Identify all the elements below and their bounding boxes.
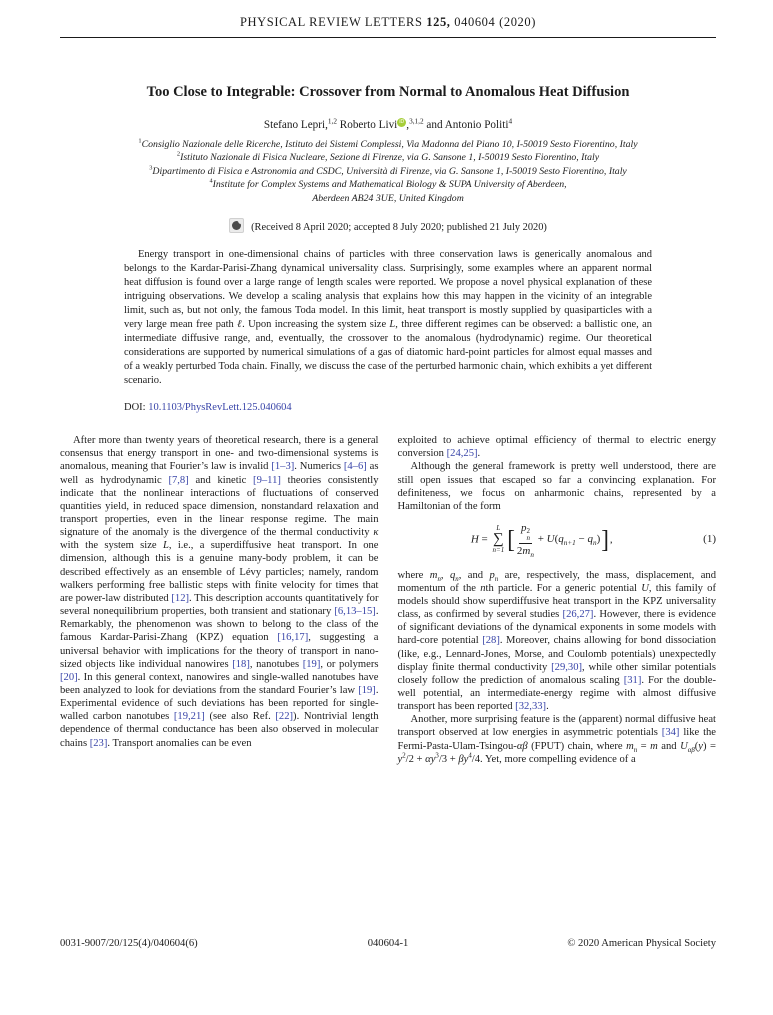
text-segment: m <box>522 544 531 557</box>
text-segment: , or polymers <box>320 658 379 670</box>
text-segment: Aberdeen AB24 3UE, United Kingdom <box>312 192 464 204</box>
text-segment: 3 <box>435 752 439 760</box>
received-line <box>60 218 716 233</box>
text-segment: L <box>162 540 169 552</box>
journal-volume: 125, <box>426 15 451 29</box>
text-segment: . However, there is evidence of significant deviations of the dynamical exponents in some models with hard-core potential <box>397 609 716 647</box>
citation-link[interactable]: [26,27] <box>562 609 594 621</box>
citation-link[interactable]: [31] <box>623 674 642 686</box>
text-segment: ) <box>596 533 601 546</box>
text-segment: . Transport anomalies can be even <box>107 737 252 749</box>
text-segment: 3 <box>149 164 153 172</box>
citation-link[interactable]: [20] <box>60 671 78 683</box>
text-segment: Stefano Lepri, <box>263 119 328 131</box>
text-segment: 2 <box>402 752 406 760</box>
text-segment: , this family of models should show superdiffusive heat transport in the KPZ universality class, as confirmed by several studies <box>397 582 716 621</box>
affiliation-4-line2 <box>60 192 716 205</box>
equation-1-body <box>398 522 687 558</box>
text-segment: like the Fermi-Pasta-Ulam-Tsingou- <box>397 727 717 752</box>
text-segment: . For the double-well potential, an intermediate-energy regime with almost diffusive transport has been reported <box>397 674 716 713</box>
citation-link[interactable]: [29,30] <box>551 661 583 673</box>
text-segment: ℓ <box>237 319 243 331</box>
text-segment: 2 <box>176 151 181 159</box>
left-column <box>60 434 379 766</box>
text-segment: q <box>449 569 456 581</box>
citation-link[interactable]: [1–3] <box>271 461 295 473</box>
summation-symbol: L ∑ n=1 <box>492 524 505 555</box>
text-segment: with the system size <box>60 540 163 552</box>
article-number: 040604 (2020) <box>454 15 537 29</box>
text-segment: . Moreover, chains allowing for bond dissociation (like, e.g., Lennard-Jones, Morse, and Coulomb potentials) unexpectedly display finite thermal conductivity <box>397 635 716 673</box>
text-segment: where <box>397 569 430 581</box>
text-segment: U <box>641 582 649 594</box>
fraction-numerator: p 2 n <box>520 521 530 542</box>
doi-link[interactable]: 10.1103/PhysRevLett.125.040604 <box>148 402 292 414</box>
text-segment: Energy transport in one-dimensional chains of particles with three conservation laws is generically anomalous and belongs to the Kardar-Parisi-Zhang dynamical universality class. Surprisingly, some examples where an apparent normal heat diffusion is found over a large range of length scales were reported. We propose a novel physical explanation of these intriguing observations. We develop a scaling analysis that explains how this may happen in the vicinity of an integrable limit, such as, but not only, the famous Toda model. In this limit, heat transport is mostly supplied by quasiparticles with a very large mean free path <box>124 249 652 331</box>
text-segment: (see also Ref. <box>204 711 276 723</box>
text-segment: U <box>680 740 688 752</box>
citation-link[interactable]: [22] <box>275 711 294 723</box>
text-segment: After more than twenty years of theoretical research, there is a general consensus that energy transport in one- and two-dimensional systems is anomalous, meaning that Fourier’s law is invalid <box>60 435 379 473</box>
paragraph <box>398 713 717 766</box>
citation-link[interactable]: [7,8] <box>168 474 189 486</box>
text-segment: 1,2 <box>327 117 337 126</box>
text-segment: α <box>425 753 431 765</box>
text-segment: n <box>633 746 638 754</box>
text-segment: theories consistently indicate that the nonlinear interactions of fluctuations of conserved quantities yield, in reduced space dimension, nonstandard relaxation and transport properties, even in the linear response regime. The main signature of the anomaly is the divergence of the thermal conductivity <box>60 474 379 539</box>
text-segment: /2 + <box>405 753 426 765</box>
citation-link[interactable]: [16,17] <box>277 632 309 644</box>
text-segment: 1 <box>138 137 142 145</box>
text-segment: + <box>537 533 547 546</box>
text-segment: , <box>406 119 410 131</box>
page-footer <box>60 938 716 949</box>
text-segment: , <box>440 569 450 581</box>
right-bracket: ] <box>601 525 609 554</box>
text-segment: n <box>437 575 441 583</box>
text-segment: . <box>477 448 481 460</box>
text-segment: , nanotubes <box>249 658 303 670</box>
text-segment: m <box>429 569 438 581</box>
orcid-icon[interactable]: iD <box>397 118 406 127</box>
text-segment: κ <box>373 527 379 539</box>
text-segment: q <box>558 533 564 546</box>
paper-title: Too Close to Integrable: Crossover from Normal to Anomalous Heat Diffusion <box>146 84 630 100</box>
text-segment: Istituto Nazionale di Fisica Nucleare, Sezione di Firenze, via G. Sansone 1, I-50019 Sesto Fiorentino, Italy <box>180 152 600 164</box>
text-segment: ) = <box>703 740 716 752</box>
eq-rest <box>537 533 601 548</box>
text-segment: (FPUT) chain, where <box>527 740 627 752</box>
left-bracket: [ <box>507 525 515 554</box>
text-segment: n <box>480 582 486 594</box>
citation-link[interactable]: [6,13–15] <box>334 606 376 618</box>
citation-link[interactable]: [28] <box>482 635 500 647</box>
text-segment: β <box>458 753 464 765</box>
eq-lhs: H <box>470 533 479 546</box>
text-segment: m <box>650 740 658 752</box>
citation-link[interactable]: [9–11] <box>253 474 281 486</box>
text-segment: th particle. For a generic potential <box>485 582 642 594</box>
citation-link[interactable]: [23] <box>89 737 108 749</box>
text-segment: , suggesting a universal behavior with implications for the theory of transport in nano-sized objects like individual nanowires <box>60 632 379 670</box>
paragraph <box>398 460 717 513</box>
journal-header <box>60 15 716 38</box>
citation-link[interactable]: [19] <box>302 658 321 670</box>
journal-page <box>0 15 773 766</box>
text-segment: n <box>530 551 534 560</box>
text-segment: and Antonio Politi <box>423 119 509 131</box>
text-segment: , while other similar potentials closely follow the prediction of anomalous scaling <box>397 661 716 686</box>
fraction <box>517 522 534 558</box>
text-segment: ( <box>694 740 699 752</box>
paragraph <box>398 434 717 460</box>
text-segment: as well as hydrodynamic <box>60 461 379 486</box>
text-segment: . Upon increasing the system size <box>242 319 390 331</box>
citation-link[interactable]: [34] <box>661 727 680 739</box>
affiliation-2 <box>60 151 716 164</box>
text-segment: . Numerics <box>294 461 344 473</box>
text-segment: and kinetic <box>188 474 254 486</box>
text-segment: , and <box>458 569 490 581</box>
text-segment: Institute for Complex Systems and Mathematical Biology & SUPA University of Aberdeen, <box>212 179 567 191</box>
text-segment: ). Nontrivial length dependence of thermal conductance has been also observed in molecular chains <box>60 711 379 749</box>
fraction-denominator <box>517 544 534 558</box>
text-segment: exploited to achieve optimal efficiency of thermal to electric energy conversion <box>397 435 716 460</box>
right-column <box>398 434 717 766</box>
eq-equals: = <box>478 533 491 546</box>
text-segment: . Remarkably, the phenomenon was shown to belong to the class of the famous Kardar-Parisi-Zhang (KPZ) equation <box>60 606 379 644</box>
text-segment: . In this general context, nanowires and single-walled nanotubes have been analyzed to look for deviations from the standard Fourier’s law <box>60 671 379 696</box>
citation-link[interactable]: [24,25] <box>446 448 478 460</box>
citation-link[interactable]: [19,21] <box>173 711 205 723</box>
text-segment: p <box>489 569 495 581</box>
text-segment: 2 <box>516 544 523 557</box>
text-segment: Dipartimento di Fisica e Astronomia and CSDC, Università di Firenze, via G. Sansone 1, I-50019 Sesto Fiorentino, Italy <box>152 165 627 177</box>
text-segment: , i.e., a superdiffusive heat transport. In one dimension, although this is a genuine many-body problem, it can be described effectively as an ensemble of Lévy particles; namely, random walkers performing free ballistic steps with finite velocity for times that are power-law distributed <box>60 540 379 604</box>
text-segment: L <box>389 319 396 331</box>
text-segment: n <box>592 539 597 548</box>
text-segment: Consiglio Nazionale delle Ricerche, Istituto dei Sistemi Complessi, Via Madonna del Piano 10, I-50019 Sesto Fiorentino, Italy <box>141 139 638 150</box>
text-segment: 4 <box>468 752 472 760</box>
authors-line <box>60 118 716 131</box>
text-segment: y <box>397 753 403 765</box>
text-segment: n+1 <box>563 539 576 548</box>
text-segment: αβ <box>687 746 695 754</box>
text-segment: m <box>626 740 634 752</box>
received-dates: (Received 8 April 2020; accepted 8 July 2020; published 21 July 2020) <box>251 222 547 234</box>
issn-code: 0031-9007/20/125(4)/040604(6) <box>60 938 198 949</box>
paragraph <box>60 434 379 750</box>
text-segment: q <box>587 533 593 546</box>
text-segment: and <box>657 740 681 752</box>
citation-link[interactable]: [32,33] <box>515 701 547 713</box>
text-segment: . <box>546 701 549 713</box>
text-segment: y <box>430 753 436 765</box>
text-segment: αβ <box>516 740 528 752</box>
paragraph <box>398 569 717 714</box>
affiliation-1 <box>60 138 716 151</box>
text-segment: n <box>494 575 499 583</box>
text-segment: 3,1,2 <box>409 117 424 126</box>
eq-comma: , <box>609 533 613 546</box>
equation-number: (1) <box>703 533 716 546</box>
doi-label: DOI: <box>124 402 149 414</box>
text-segment: /4. Yet, more compelling evidence of a <box>471 753 636 765</box>
text-segment: . This description accounts quantitatively for several nonequilibrium properties, both transient and stationary <box>60 592 379 618</box>
citation-link[interactable]: [19] <box>358 685 376 696</box>
text-segment: U <box>546 533 555 546</box>
text-segment: = <box>637 740 651 752</box>
citation-link[interactable]: [4–6] <box>343 461 367 473</box>
text-segment: − <box>575 533 588 546</box>
text-segment: 4 <box>209 177 213 185</box>
citation-link[interactable]: [12] <box>171 592 190 604</box>
text-segment: /3 + <box>438 753 459 765</box>
text-segment: Roberto Livi <box>336 119 398 131</box>
text-segment: , three different regimes can be observed: a ballistic one, an intermediate diffusive range, and, eventually, the crossover to the anomalous (hydrodynamic) regime. Our theoretical considerations are supported by numerical simulations of a gas of diatomic hard-point particles for almost equal masses and of a weakly perturbed Toda chain. Finally, we discuss the case of the perturbed harmonic chain, which exhibits a yet different scenario. <box>124 319 652 387</box>
equation-1 <box>398 522 717 558</box>
body-columns <box>60 434 716 766</box>
text-segment: n <box>455 575 459 583</box>
text-segment: . Experimental evidence of such deviations has been reported for single-walled carbon nanotubes <box>60 685 379 723</box>
citation-link[interactable]: [18] <box>232 658 250 670</box>
affiliations-block <box>60 138 716 205</box>
affiliation-4 <box>60 178 716 191</box>
doi-line <box>124 402 652 413</box>
journal-name: PHYSICAL REVIEW LETTERS <box>239 15 423 29</box>
text-segment: Although the general framework is pretty well understood, there are still open issues that escaped so far a convincing explanation. For definiteness, we focus on anharmonic chains, represented by a Hamiltonian of the form <box>397 461 716 512</box>
page-number: 040604-1 <box>367 938 409 949</box>
text-segment: y <box>463 753 469 765</box>
text-segment: y <box>698 740 703 752</box>
abstract <box>124 248 652 388</box>
text-segment: Another, more surprising feature is the (apparent) normal diffusive heat transport observed at low energies in asymmetric potentials <box>397 714 716 739</box>
text-segment: ( <box>554 533 559 546</box>
text-segment: are, respectively, the mass, displacement, and momentum of the <box>397 569 717 594</box>
text-segment: 4 <box>508 117 513 126</box>
crossmark-icon[interactable] <box>229 218 244 233</box>
copyright-notice: © 2020 American Physical Society <box>567 938 717 949</box>
affiliation-3 <box>60 165 716 178</box>
